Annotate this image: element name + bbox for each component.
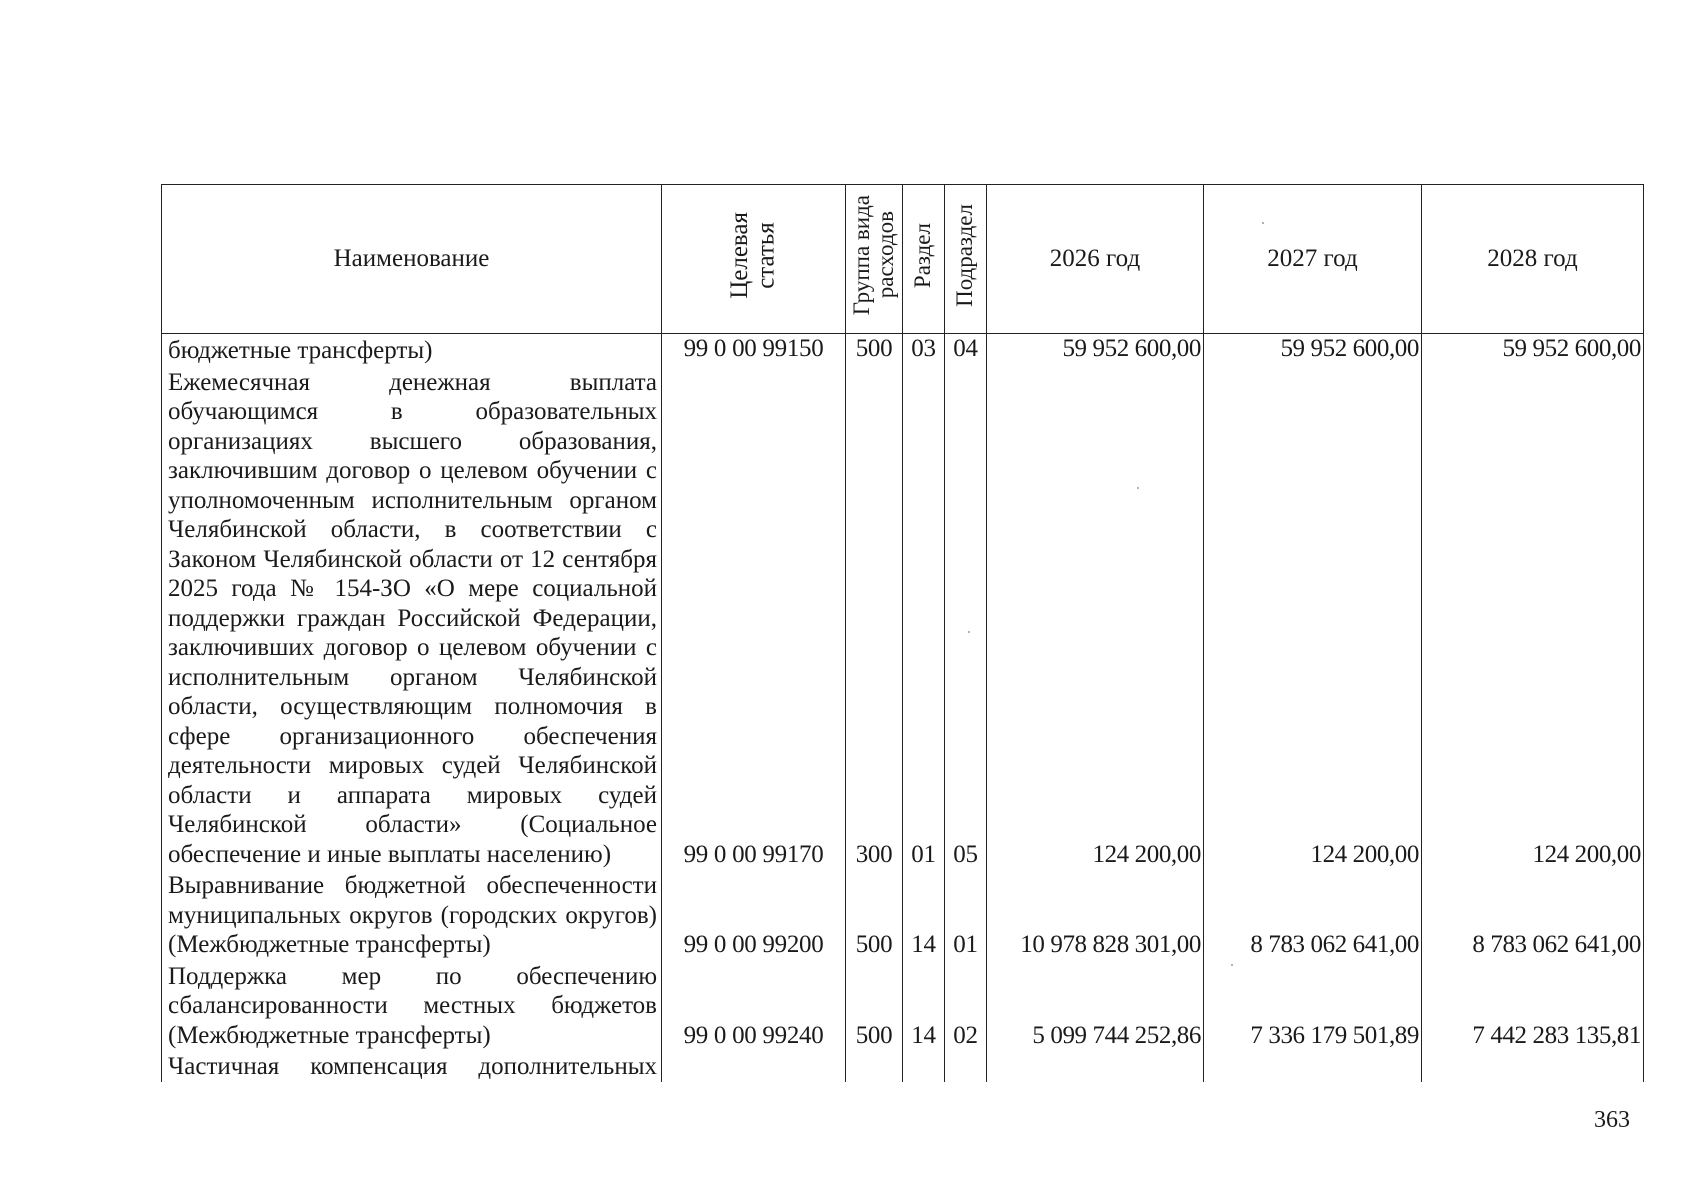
row-target-article: 99 0 00 99170 xyxy=(662,366,846,870)
row-amount-2027: 124 200,00 xyxy=(1204,366,1422,870)
header-expense-group-label xyxy=(850,195,898,315)
header-subsection xyxy=(945,185,987,334)
row-expense-group: 500 xyxy=(846,869,903,960)
scan-speck xyxy=(1262,222,1264,224)
header-year-2026 xyxy=(987,185,1204,334)
row-section: 03 xyxy=(903,334,945,366)
row-target-article: 99 0 00 99240 xyxy=(662,960,846,1051)
row-subsection: 04 xyxy=(945,334,987,366)
table-row xyxy=(162,869,1644,960)
header-group-line1: Группа вида xyxy=(848,195,874,316)
row-amount-2026: 10 978 828 301,00 xyxy=(987,869,1204,960)
row-target-article: 99 0 00 99200 xyxy=(662,869,846,960)
row-name: Поддержка мер по обеспечению сбалансированности местных бюджетов (Межбюджетные трансферты) xyxy=(162,960,662,1051)
header-year1-label: 2026 год xyxy=(1049,245,1141,272)
table-row xyxy=(162,366,1644,870)
header-year-2027 xyxy=(1204,185,1422,334)
page-number: 363 xyxy=(1594,1107,1630,1133)
scan-speck xyxy=(968,631,970,633)
header-article-line1: Целевая xyxy=(726,212,754,299)
row-expense-group: 500 xyxy=(846,960,903,1051)
header-year-2028 xyxy=(1422,185,1644,334)
row-section: 14 xyxy=(903,869,945,960)
row-amount-2027: 7 336 179 501,89 xyxy=(1204,960,1422,1051)
row-section: 01 xyxy=(903,366,945,870)
table-row xyxy=(162,960,1644,1051)
row-subsection: 02 xyxy=(945,960,987,1051)
row-name: Ежемесячная денежная выплата обучающимся в образовательных организациях высшего образования, заключившим договор о целевом обучении с уполномоченным исполнительным органом Челябинской области, в соответствии с Законом Челябинской области от 12 сентября 2025 года № 154-ЗО «О мере социальной поддержки граждан Российской Федерации, заключивших договор о целевом обучении с исполнительным органом Челябинской области, осуществляющим полномочия в сфере организационного обеспечения деятельности мировых судей Челябинской области и аппарата мировых судей Челябинской области» (Социальное обеспечение и иные выплаты населению) xyxy=(162,366,662,870)
scan-speck xyxy=(1137,487,1139,489)
row-subsection xyxy=(945,1050,987,1082)
row-amount-2026 xyxy=(987,1050,1204,1082)
row-amount-2026: 59 952 600,00 xyxy=(987,334,1204,366)
row-target-article xyxy=(662,1050,846,1082)
table-header-row xyxy=(162,185,1644,334)
row-amount-2026: 124 200,00 xyxy=(987,366,1204,870)
row-name: Частичная компенсация дополнительных xyxy=(162,1050,662,1082)
row-section: 14 xyxy=(903,960,945,1051)
header-subsection-label: Подраздел xyxy=(952,204,978,307)
header-year3-label: 2028 год xyxy=(1487,245,1578,272)
row-amount-2028: 7 442 283 135,81 xyxy=(1422,960,1644,1051)
row-name: Выравнивание бюджетной обеспеченности муниципальных округов (городских округов) (Межбюджетные трансферты) xyxy=(162,869,662,960)
header-section xyxy=(903,185,945,334)
header-name-label: Наименование xyxy=(333,245,490,272)
table-row xyxy=(162,1050,1644,1082)
header-name xyxy=(162,185,662,334)
header-year2-label: 2027 год xyxy=(1267,245,1358,272)
row-subsection: 05 xyxy=(945,366,987,870)
row-name: бюджетные трансферты) xyxy=(162,334,662,366)
header-group-line2: расходов xyxy=(873,211,898,300)
table-row xyxy=(162,334,1644,366)
row-subsection: 01 xyxy=(945,869,987,960)
row-target-article: 99 0 00 99150 xyxy=(662,334,846,366)
row-section xyxy=(903,1050,945,1082)
scan-speck xyxy=(1231,964,1233,966)
header-expense-group xyxy=(846,185,903,334)
row-amount-2026: 5 099 744 252,86 xyxy=(987,960,1204,1051)
header-article-line2: статья xyxy=(752,222,780,289)
budget-table xyxy=(161,184,1644,1082)
row-amount-2028 xyxy=(1422,1050,1644,1082)
row-amount-2028: 8 783 062 641,00 xyxy=(1422,869,1644,960)
row-expense-group: 500 xyxy=(846,334,903,366)
row-amount-2027 xyxy=(1204,1050,1422,1082)
header-target-article xyxy=(662,185,846,334)
row-amount-2027: 8 783 062 641,00 xyxy=(1204,869,1422,960)
row-expense-group xyxy=(846,1050,903,1082)
row-amount-2028: 124 200,00 xyxy=(1422,366,1644,870)
row-expense-group: 300 xyxy=(846,366,903,870)
header-target-article-label xyxy=(727,212,780,299)
row-amount-2028: 59 952 600,00 xyxy=(1422,334,1644,366)
row-amount-2027: 59 952 600,00 xyxy=(1204,334,1422,366)
header-section-label: Раздел xyxy=(910,222,936,289)
